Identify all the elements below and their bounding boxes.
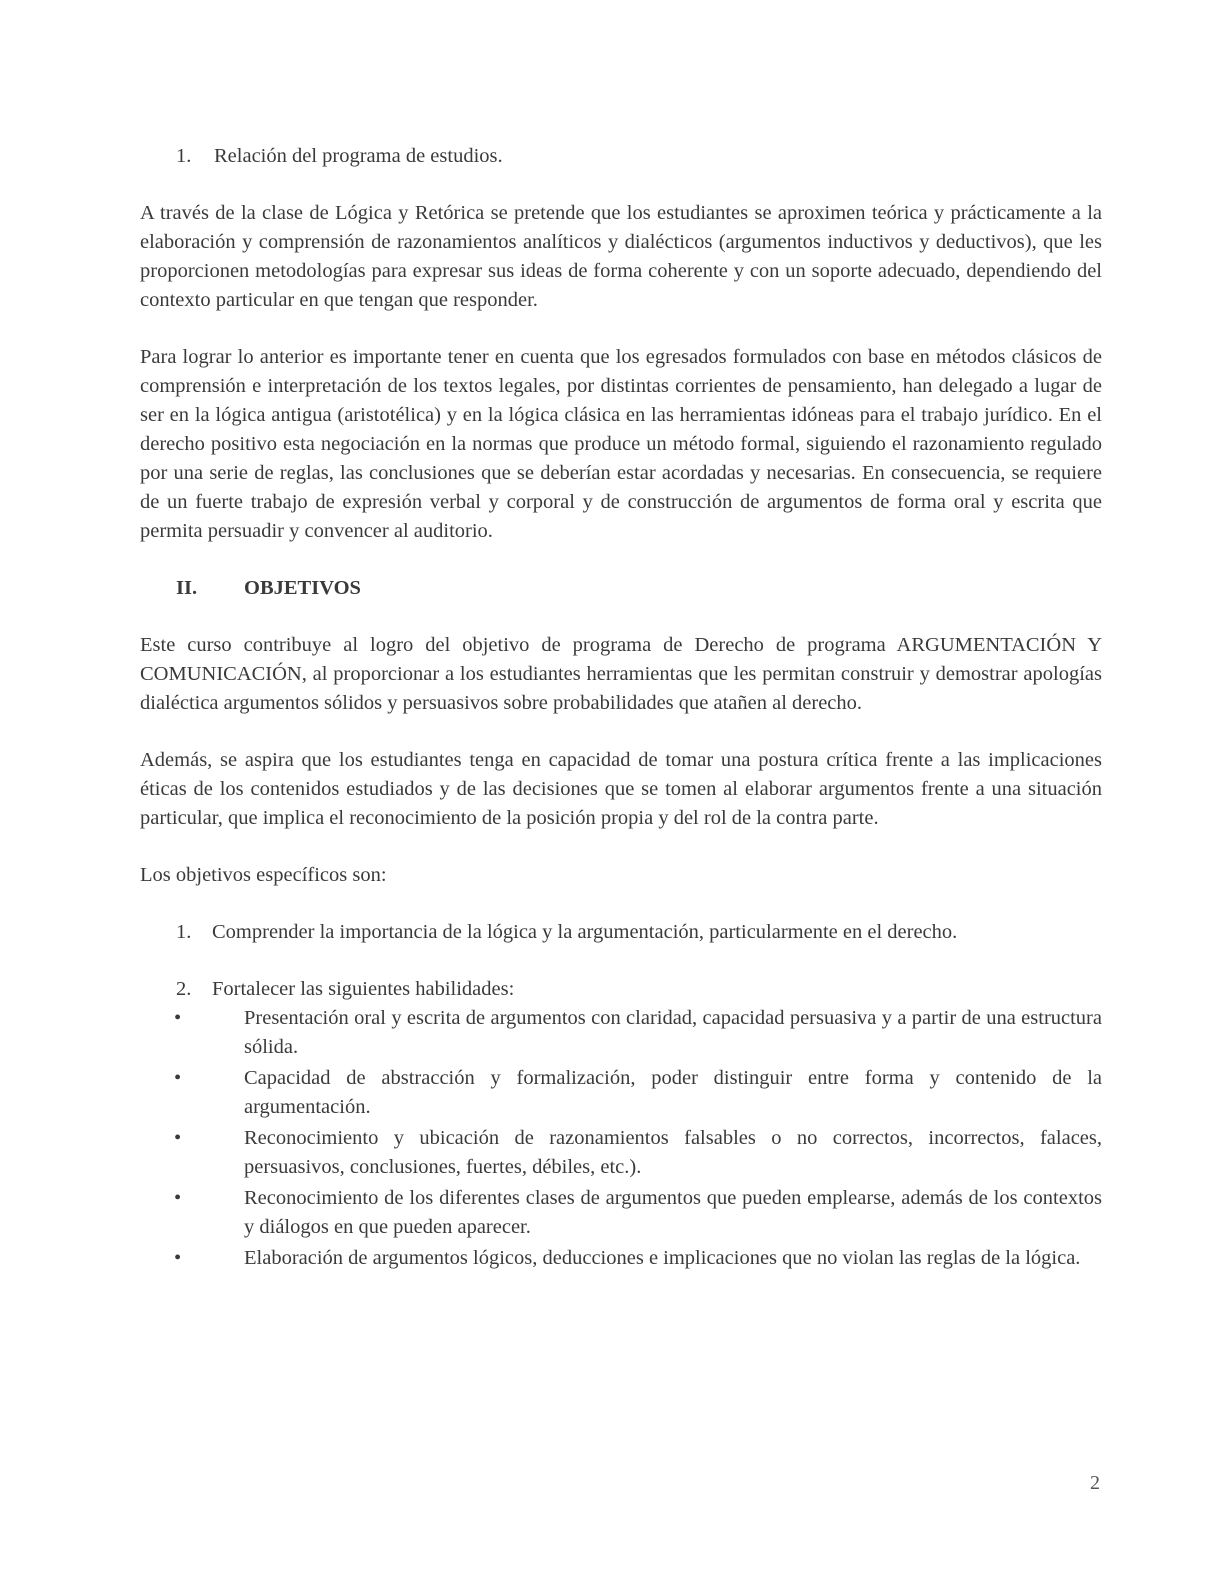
section-title-text: OBJETIVOS	[244, 577, 361, 599]
objectives-paragraph: Este curso contribuye al logro del objetivo de programa de Derecho de programa ARGUMENTACIÓN Y COMUNICACIÓN, al proporcionar a los estudiantes herramientas que les permitan construir y demostrar apologías dialéctica argumentos sólidos y persuasivos sobre probabilidades que atañen al derecho.	[140, 634, 1102, 714]
bullet-item	[140, 1124, 1102, 1182]
bullet-item	[140, 1184, 1102, 1242]
bullet-text: Reconocimiento de los diferentes clases de argumentos que pueden emplearse, además de los contextos y diálogos en que pueden aparecer.	[244, 1187, 1102, 1238]
bullet-text: Reconocimiento y ubicación de razonamientos falsables o no correctos, incorrectos, falaces, persuasivos, conclusiones, fuertes, débiles, etc.).	[244, 1127, 1102, 1178]
bullet-icon: •	[174, 1187, 182, 1209]
objective-text: Fortalecer las siguientes habilidades:	[212, 978, 515, 1000]
page-number: 2	[1090, 1472, 1100, 1494]
numbered-heading	[140, 142, 1102, 171]
specific-objective-item	[140, 975, 1102, 1004]
bullet-icon: •	[174, 1247, 182, 1269]
bullet-text: Capacidad de abstracción y formalización, poder distinguir entre forma y contenido de la argumentación.	[244, 1067, 1102, 1118]
section-title	[140, 574, 1102, 603]
heading-number: 1.	[176, 145, 192, 167]
bullet-icon: •	[174, 1067, 182, 1089]
bullet-item	[140, 1244, 1102, 1273]
bullet-icon: •	[174, 1007, 182, 1029]
objective-text: Comprender la importancia de la lógica y la argumentación, particularmente en el derecho.	[212, 921, 958, 943]
skills-bullet-list	[140, 1004, 1102, 1273]
body-paragraph: Para lograr lo anterior es importante tener en cuenta que los egresados formulados con base en métodos clásicos de comprensión e interpretación de los textos legales, por distintas corrientes de pensamiento, han delegado a lugar de ser en la lógica antigua (aristotélica) y en la lógica clásica en las herramientas idóneas para el trabajo jurídico. En el derecho positivo esta negociación en la normas que produce un método formal, siguiendo el razonamiento regulado por una serie de reglas, las conclusiones que se deberían estar acordadas y necesarias. En consecuencia, se requiere de un fuerte trabajo de expresión verbal y corporal y de construcción de argumentos de forma oral y escrita que permita persuadir y convencer al auditorio.	[140, 346, 1102, 542]
bullet-item	[140, 1004, 1102, 1062]
bullet-icon: •	[174, 1127, 182, 1149]
heading-text: Relación del programa de estudios.	[214, 145, 503, 167]
bullet-text: Elaboración de argumentos lógicos, deducciones e implicaciones que no violan las reglas de la lógica.	[244, 1247, 1081, 1269]
objectives-paragraph: Además, se aspira que los estudiantes tenga en capacidad de tomar una postura crítica frente a las implicaciones éticas de los contenidos estudiados y de las decisiones que se tomen al elaborar argumentos frente a una situación particular, que implica el reconocimiento de la posición propia y del rol de la contra parte.	[140, 749, 1102, 829]
specific-objectives-intro: Los objetivos específicos son:	[140, 864, 387, 886]
document-page	[140, 142, 1102, 1275]
specific-objective-item	[140, 918, 1102, 947]
objective-number: 1.	[176, 921, 192, 943]
bullet-item	[140, 1064, 1102, 1122]
objective-number: 2.	[176, 978, 192, 1000]
body-paragraph: A través de la clase de Lógica y Retórica se pretende que los estudiantes se aproximen teórica y prácticamente a la elaboración y comprensión de razonamientos analíticos y dialécticos (argumentos inductivos y deductivos), que les proporcionen metodologías para expresar sus ideas de forma coherente y con un soporte adecuado, dependiendo del contexto particular en que tengan que responder.	[140, 202, 1102, 311]
bullet-text: Presentación oral y escrita de argumentos con claridad, capacidad persuasiva y a partir de una estructura sólida.	[244, 1007, 1102, 1058]
section-number: II.	[176, 577, 198, 599]
